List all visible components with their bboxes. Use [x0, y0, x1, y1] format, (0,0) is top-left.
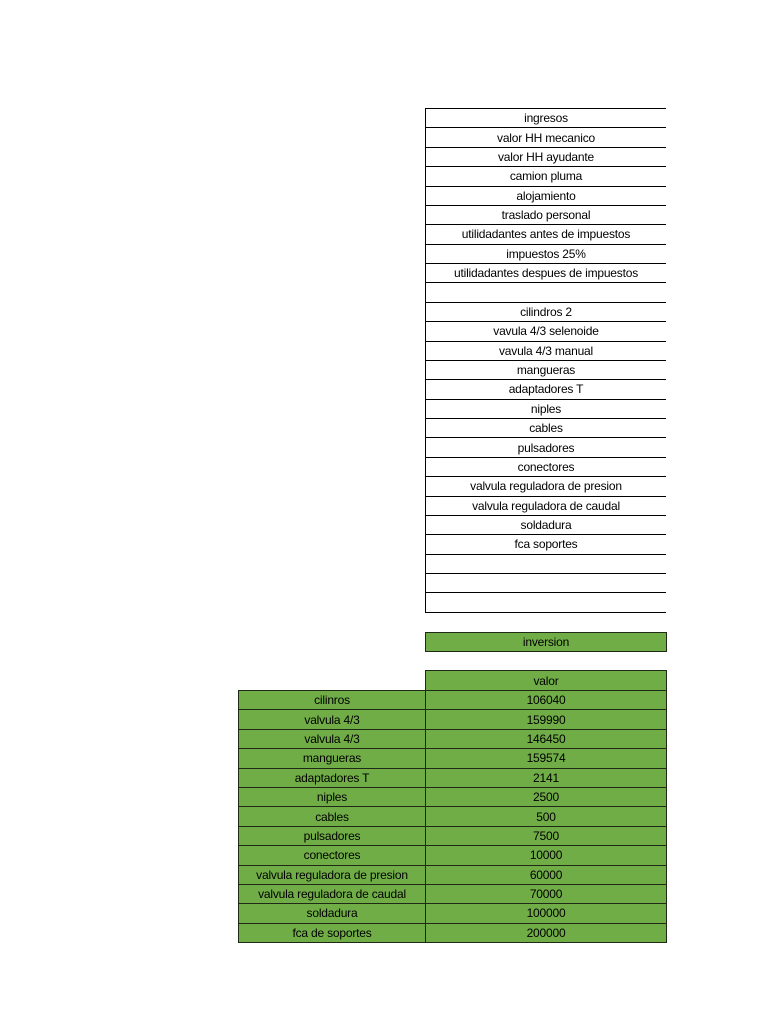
- summary-row: [426, 593, 666, 612]
- investment-item-cell: fca de soportes: [239, 924, 425, 942]
- summary-row: vavula 4/3 selenoide: [426, 322, 666, 341]
- summary-row: [426, 574, 666, 593]
- investment-value-header: valor: [425, 670, 667, 691]
- summary-row: valvula reguladora de caudal: [426, 497, 666, 516]
- summary-row: soldadura: [426, 516, 666, 535]
- investment-value-cell: 10000: [426, 846, 666, 864]
- summary-row: cilindros 2: [426, 303, 666, 322]
- summary-row: utilidadantes despues de impuestos: [426, 264, 666, 283]
- summary-row: impuestos 25%: [426, 245, 666, 264]
- summary-row: pulsadores: [426, 438, 666, 457]
- investment-value-cell: 106040: [426, 691, 666, 709]
- summary-row: [426, 283, 666, 302]
- inversion-label: inversion: [425, 632, 667, 652]
- investment-value-cell: 500: [426, 807, 666, 825]
- investment-value-cell: 159574: [426, 749, 666, 767]
- investment-item-cell: soldadura: [239, 904, 425, 922]
- summary-row: cables: [426, 419, 666, 438]
- investment-item-cell: cilinros: [239, 691, 425, 709]
- summary-row: camion pluma: [426, 167, 666, 186]
- investment-item-cell: cables: [239, 807, 425, 825]
- summary-row: fca soportes: [426, 535, 666, 554]
- summary-row: valvula reguladora de presion: [426, 477, 666, 496]
- investment-item-cell: adaptadores T: [239, 769, 425, 787]
- summary-row: ingresos: [426, 109, 666, 128]
- investment-value-cell: 7500: [426, 827, 666, 845]
- investment-value-cell: 2141: [426, 769, 666, 787]
- investment-item-cell: valvula reguladora de caudal: [239, 885, 425, 903]
- investment-item-cell: valvula reguladora de presion: [239, 866, 425, 884]
- investment-value-cell: 2500: [426, 788, 666, 806]
- investment-item-cell: pulsadores: [239, 827, 425, 845]
- investment-item-cell: mangueras: [239, 749, 425, 767]
- summary-table: [425, 108, 666, 613]
- investment-value-cell: 200000: [426, 924, 666, 942]
- investment-value-cell: 159990: [426, 710, 666, 728]
- summary-row: traslado personal: [426, 206, 666, 225]
- investment-value-cell: 60000: [426, 866, 666, 884]
- investment-value-cell: 70000: [426, 885, 666, 903]
- summary-row: [426, 555, 666, 574]
- investment-item-cell: niples: [239, 788, 425, 806]
- summary-row: valor HH ayudante: [426, 148, 666, 167]
- investment-value-cell: 146450: [426, 730, 666, 748]
- summary-row: alojamiento: [426, 187, 666, 206]
- summary-row: adaptadores T: [426, 380, 666, 399]
- summary-row: mangueras: [426, 361, 666, 380]
- summary-row: niples: [426, 400, 666, 419]
- investment-item-cell: conectores: [239, 846, 425, 864]
- investment-item-cell: valvula 4/3: [239, 730, 425, 748]
- investment-table: [238, 690, 667, 943]
- summary-row: vavula 4/3 manual: [426, 342, 666, 361]
- summary-row: valor HH mecanico: [426, 128, 666, 147]
- summary-row: utilidadantes antes de impuestos: [426, 225, 666, 244]
- investment-item-cell: valvula 4/3: [239, 710, 425, 728]
- investment-value-cell: 100000: [426, 904, 666, 922]
- summary-row: conectores: [426, 458, 666, 477]
